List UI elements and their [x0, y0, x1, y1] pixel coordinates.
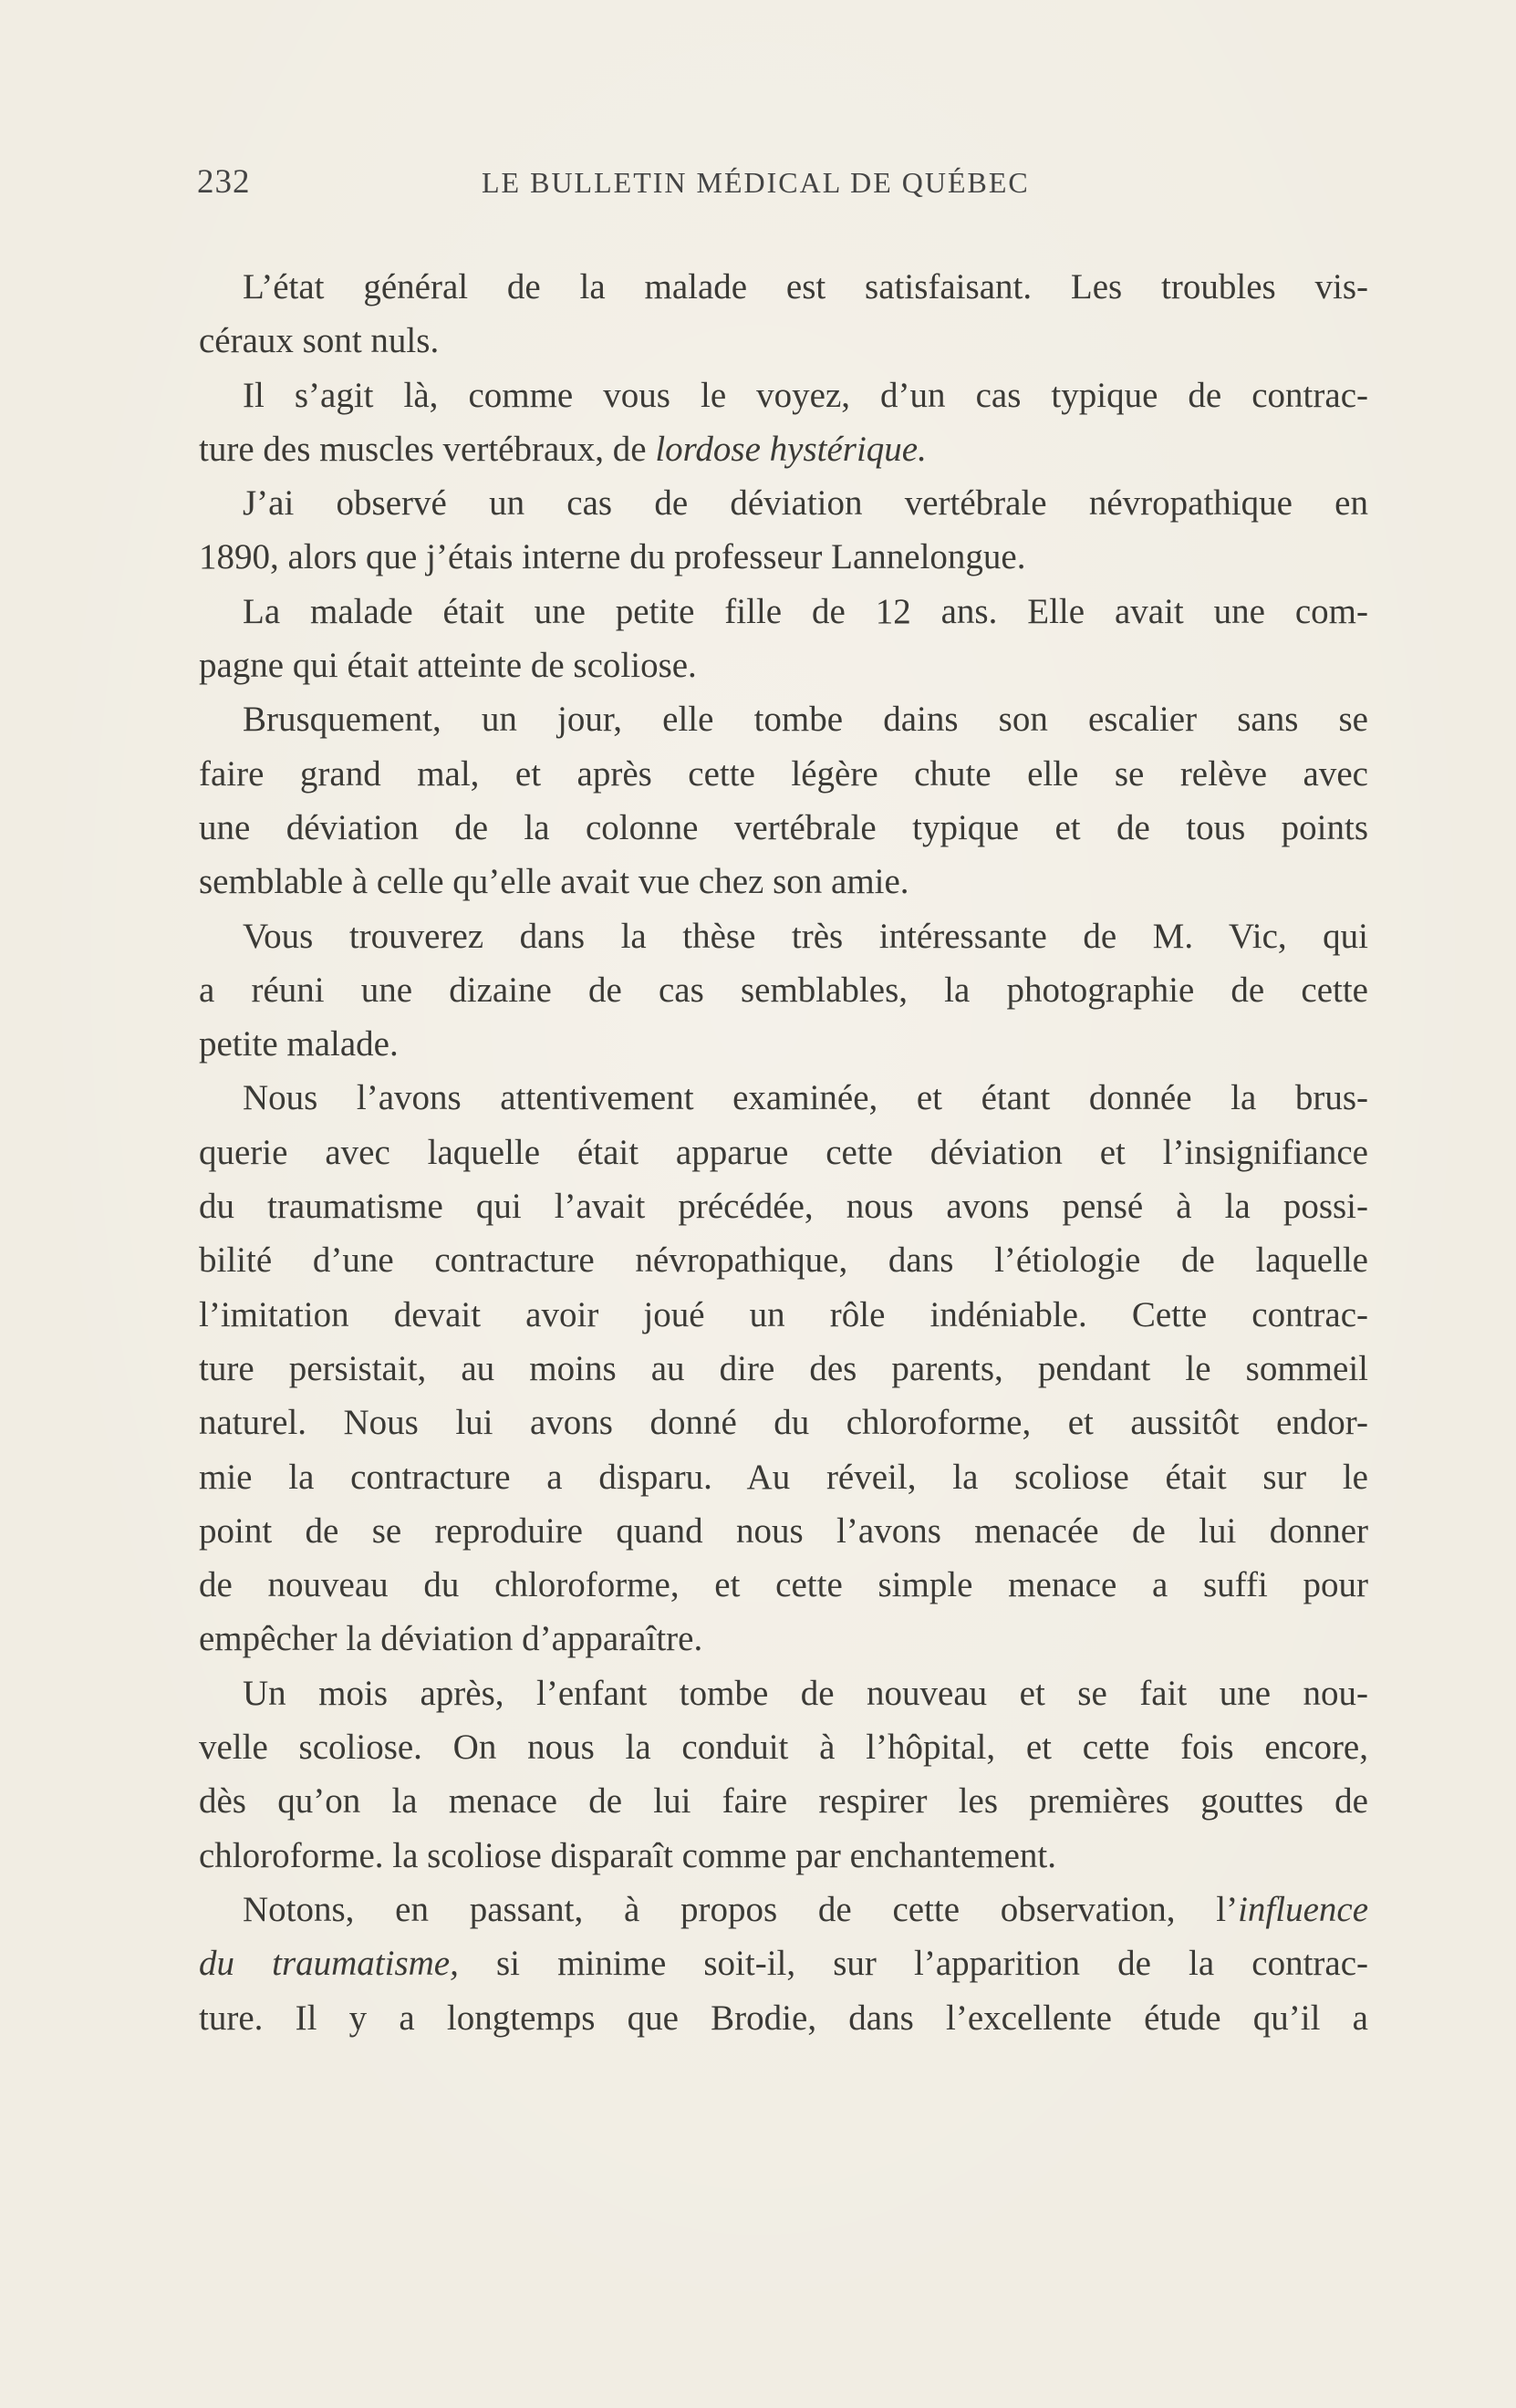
- text-line: pagne qui était atteinte de scoliose.: [199, 646, 697, 686]
- text-line: ture. Il y a longtemps que Brodie, dans l’excellente étude qu’il a: [199, 1998, 1368, 2038]
- text-line: Il s’agit là, comme vous le voyez, d’un cas typique de contrac-: [243, 375, 1368, 415]
- text-line: de nouveau du chloroforme, et cette simple menace a suffi pour: [199, 1565, 1368, 1605]
- text-line: Un mois après, l’enfant tombe de nouveau et se fait une nou-: [243, 1673, 1368, 1713]
- text-line: ture persistait, au moins au dire des parents, pendant le sommeil: [199, 1348, 1368, 1388]
- text-line: Nous l’avons attentivement examinée, et étant donnée la brus-: [243, 1078, 1368, 1118]
- text-line: [199, 1936, 1368, 1990]
- text-line: querie avec laquelle était apparue cette déviation et l’insignifiance: [199, 1132, 1368, 1172]
- text-line: velle scoliose. On nous la conduit à l’hôpital, et cette fois encore,: [199, 1728, 1368, 1768]
- text-line: naturel. Nous lui avons donné du chloroforme, et aussitôt endor-: [199, 1403, 1368, 1443]
- text-line: l’imitation devait avoir joué un rôle indéniable. Cette contrac-: [199, 1294, 1368, 1334]
- text-line: dès qu’on la menace de lui faire respirer les premières gouttes de: [199, 1781, 1368, 1822]
- page-number: 232: [197, 163, 251, 201]
- text-run: ture des muscles vertébraux, de: [199, 429, 656, 469]
- page-header: [197, 162, 1365, 217]
- text-line: J’ai observé un cas de déviation vertébrale névropathique en: [243, 483, 1368, 524]
- text-line: petite malade.: [199, 1024, 399, 1064]
- text-run: Notons, en passant, à propos de cette observation, l’: [243, 1889, 1239, 1929]
- text-run: si minime soit-il, sur l’apparition de la contrac-: [458, 1944, 1368, 1984]
- text-line: mie la contracture a disparu. Au réveil, la scoliose était sur le: [199, 1457, 1368, 1497]
- text-line: bilité d’une contracture névropathique, dans l’étiologie de laquelle: [199, 1240, 1368, 1281]
- text-line: La malade était une petite fille de 12 ans. Elle avait une com-: [243, 591, 1368, 631]
- italic-phrase: lordose hystérique.: [655, 429, 927, 469]
- italic-phrase: influence: [1238, 1889, 1368, 1929]
- text-line: [199, 422, 1368, 476]
- text-line: faire grand mal, et après cette légère chute elle se relève avec: [199, 753, 1368, 794]
- text-line: une déviation de la colonne vertébrale typique et de tous points: [199, 807, 1368, 847]
- italic-phrase: du traumatisme,: [199, 1944, 459, 1984]
- text-line: semblable à celle qu’elle avait vue chez son amie.: [199, 862, 909, 902]
- text-line: Vous trouverez dans la thèse très intéressante de M. Vic, qui: [243, 916, 1368, 956]
- body-text: [199, 260, 1368, 2045]
- running-head: LE BULLETIN MÉDICAL DE QUÉBEC: [482, 166, 1030, 199]
- text-line: [199, 1883, 1368, 1936]
- text-line: chloroforme. la scoliose disparaît comme par enchantement.: [199, 1835, 1056, 1875]
- text-line: a réuni une dizaine de cas semblables, la photographie de cette: [199, 970, 1368, 1010]
- text-line: céraux sont nuls.: [199, 321, 440, 361]
- text-line: point de se reproduire quand nous l’avons menacée de lui donner: [199, 1510, 1368, 1551]
- text-line: du traumatisme qui l’avait précédée, nous avons pensé à la possi-: [199, 1187, 1368, 1227]
- text-line: empêcher la déviation d’apparaître.: [199, 1619, 703, 1659]
- text-line: Brusquement, un jour, elle tombe dains son escalier sans se: [243, 700, 1368, 740]
- text-line: L’état général de la malade est satisfaisant. Les troubles vis-: [243, 267, 1368, 306]
- text-line: 1890, alors que j’étais interne du professeur Lannelongue.: [199, 537, 1026, 577]
